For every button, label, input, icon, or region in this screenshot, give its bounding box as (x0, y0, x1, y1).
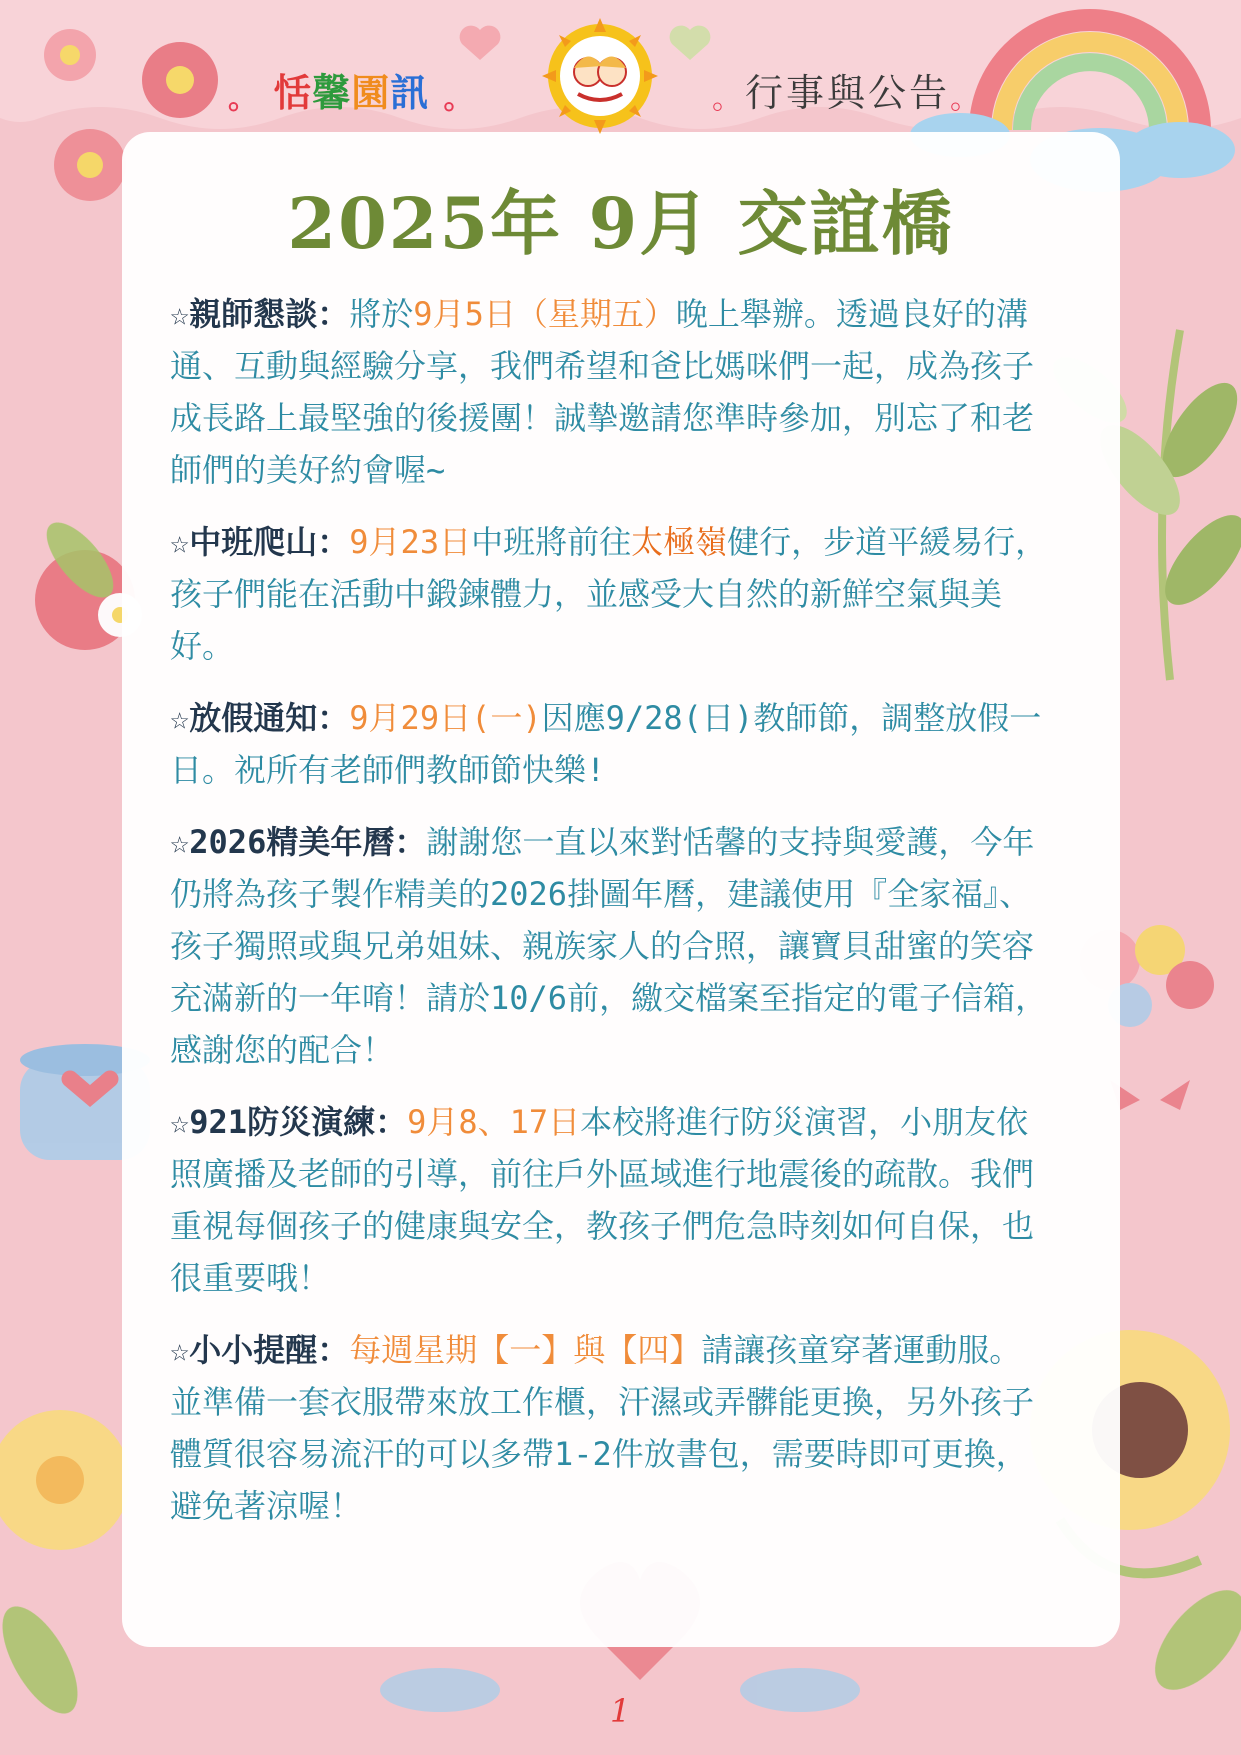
announcement-list (170, 288, 1050, 1552)
page-title: 2025年 9月 交誼橋 (287, 182, 954, 265)
announcement-text: 謝謝您一直以來對恬馨的支持與愛護，今年仍將為孩子製作精美的2026掛圖年曆，建議使用『全家福』、孩子獨照或與兄弟姐妹、親族家人的合照，讓寶貝甜蜜的笑容充滿新的一年唷！請於10/6前，繳交檔案至指定的電子信箱，感謝您的配合！ (170, 823, 1048, 1069)
section-heading (712, 62, 983, 118)
highlight-text: 9月29日(一) (349, 699, 542, 737)
bullet-dot: 。 (228, 81, 259, 117)
bullet-dot: 。 (950, 81, 984, 117)
page-number: 1 (610, 1692, 631, 1730)
school-name-char: 訊 (390, 71, 430, 115)
announcement-text: 因應9/28(日)教師節，調整放假一日。祝所有老師們教師節快樂! (170, 699, 1042, 789)
highlight-text: 9月8、17日 (407, 1103, 581, 1141)
highlight-text: 9月23日 (349, 523, 472, 561)
announcement-item (170, 1324, 1050, 1532)
announcement-item (170, 1096, 1050, 1304)
announcement-label: ☆親師懇談： (170, 295, 350, 333)
school-logo-icon (540, 16, 660, 136)
announcement-label: ☆中班爬山： (170, 523, 350, 561)
announcement-text: 請讓孩童穿著運動服。並準備一套衣服帶來放工作櫃，汗濕或弄髒能更換，另外孩子體質很容易流汗的可以多帶1-2件放書包，需要時即可更換，避免著涼喔！ (170, 1331, 1035, 1525)
announcement-text: 中班將前往 (471, 523, 632, 561)
announcement-label: ☆2026精美年曆： (170, 823, 427, 861)
highlight-text: 每週星期【一】與【四】 (349, 1331, 702, 1369)
school-name (273, 71, 429, 115)
announcement-text: 健行，步道平緩易行，孩子們能在活動中鍛鍊體力，並感受大自然的新鮮空氣與美好。 (170, 523, 1048, 665)
highlight-text: 9月5日（星期五） (413, 295, 676, 333)
school-name-char: 園 (351, 71, 391, 115)
announcement-item (170, 816, 1050, 1076)
announcement-text: 晚上舉辦。透過良好的溝通、互動與經驗分享，我們希望和爸比媽咪們一起，成為孩子成長路上最堅強的後援團！誠摯邀請您準時參加，別忘了和老師們的美好約會喔~ (170, 295, 1035, 489)
school-name-char: 馨 (312, 71, 352, 115)
announcement-label: ☆921防災演練： (170, 1103, 408, 1141)
bullet-dot: 。 (443, 81, 475, 117)
announcement-text: 將於 (349, 295, 414, 333)
announcement-label: ☆放假通知： (170, 699, 350, 737)
bullet-dot: 。 (712, 81, 745, 117)
school-name-heading (228, 62, 475, 118)
announcement-item (170, 692, 1050, 796)
announcement-label: ☆小小提醒： (170, 1331, 350, 1369)
school-name-char: 恬 (273, 71, 313, 115)
announcement-text: 本校將進行防災演習，小朋友依照廣播及老師的引導，前往戶外區域進行地震後的疏散。我們重視每個孩子的健康與安全，教孩子們危急時刻如何自保，也很重要哦！ (170, 1103, 1035, 1297)
announcement-item (170, 288, 1050, 496)
section-title: 行事與公告 (745, 71, 951, 115)
announcement-item (170, 516, 1050, 672)
highlight-text: 太極嶺 (631, 523, 728, 561)
